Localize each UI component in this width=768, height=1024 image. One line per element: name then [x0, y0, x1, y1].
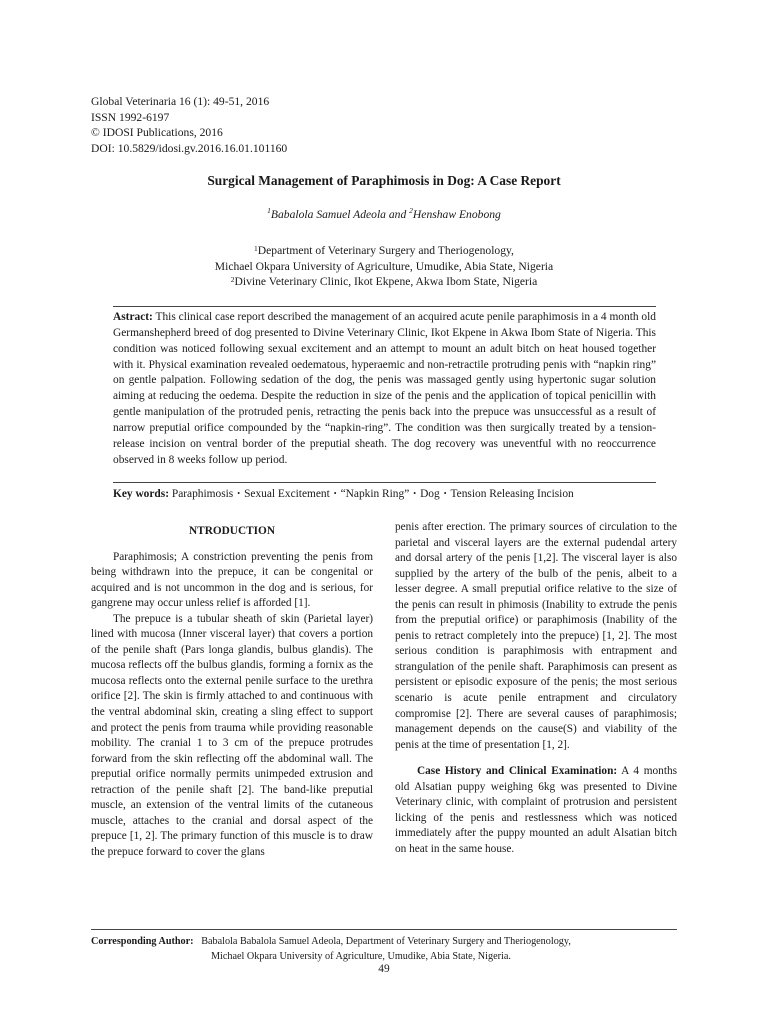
journal-header	[91, 94, 287, 156]
affiliation-1-line-1	[0, 243, 768, 259]
affiliation-2	[0, 274, 768, 290]
abstract-text: This clinical case report described the management of an acquired acute penile paraphimosis in a 4 month old Germanshepherd breed of dog presented to Divine Veterinary Clinic, Ikot Ekpene in Akwa Ibom State of Nigeria. This condition was noticed following sexual excitement and an attempt to mount an adult bitch on heat housed together with it. Physical examination revealed oedematous, hyperaemic and non-retractile protruding penis with “napkin ring” on gentle palpation. Following sedation of the dog, the penis was massaged gently using hypertonic sugar solution aiming at reducing the oedema. Despite the reduction in size of the penis and the application of topical penicillin with gentle manipulation of the protruded penis, retracting the penis back into the prepuce was unsuccessful as a result of narrow preputial orifice compounded by the “napkin-ring”. The condition was then surgically treated by a tension-release incision on ventral border of the preputial sheath. The dog recovery was uneventful with no reoccurrence observed in 8 weeks follow up period.	[113, 311, 656, 466]
footer-line-1	[91, 935, 571, 950]
abstract	[113, 310, 656, 468]
bullet-separator-icon: •	[237, 489, 241, 498]
affiliation-2-text: Divine Veterinary Clinic, Ikot Ekpene, Akwa Ibom State, Nigeria	[234, 275, 538, 289]
keyword-item: “Napkin Ring”	[340, 488, 410, 500]
keyword-item: Sexual Excitement	[244, 488, 330, 500]
keywords-label: Key words:	[113, 488, 169, 500]
author1-name: Babalola Samuel Adeola and	[270, 208, 410, 221]
keyword-item: Dog	[420, 488, 440, 500]
affiliations	[0, 243, 768, 290]
intro-paragraph-1: Paraphimosis; A constriction preventing the penis from being withdrawn into the prepuce, it can be congenital or acquired and is not uncommon in the dog and is serious, for gangrene may occur unless relief is afforded [1].	[91, 550, 373, 610]
author2-name: Henshaw Enobong	[412, 208, 501, 221]
paper-title: Surgical Management of Paraphimosis in Dog: A Case Report	[207, 173, 561, 188]
affiliation-1-line-2: Michael Okpara University of Agriculture, Umudike, Abia State, Nigeria	[214, 259, 554, 273]
affiliation-1-marker: 1	[254, 244, 258, 253]
doi: DOI: 10.5829/idosi.gv.2016.16.01.101160	[91, 141, 288, 155]
affiliation-2-marker: 2	[230, 275, 235, 285]
author-list	[0, 208, 768, 221]
footer-rule	[91, 929, 677, 930]
keywords-rule	[113, 482, 656, 483]
author1-affiliation-marker: 1	[267, 206, 271, 215]
issn: ISSN 1992-6197	[91, 110, 170, 124]
corresponding-author-note	[91, 935, 571, 965]
bullet-separator-icon: •	[333, 489, 337, 498]
author2-affiliation-marker: 2	[409, 206, 413, 215]
abstract-top-rule	[113, 306, 656, 307]
footer-line-2: Michael Okpara University of Agriculture, Umudike, Abia State, Nigeria.	[211, 950, 511, 962]
left-column	[91, 520, 373, 860]
affiliation-1-text: Department of Veterinary Surgery and Theriogenology,	[257, 244, 514, 257]
corresponding-author-text: Babalola Babalola Samuel Adeola, Department of Veterinary Surgery and Theriogenology,	[201, 936, 571, 947]
intro-paragraph-2: The prepuce is a tubular sheath of skin (Parietal layer) lined with mucosa (Inner visceral layer) that covers a portion of the penile shaft (Pars longa glandis, bulbus glandis). The mucosa reflects off the bulbus glandis, forming a fornix as the mucosa reflects onto the external penile surface to the urethra orifice [2]. The skin is firmly attached to and continuous with the ventral abdominal skin, creating a sling effect to support and protect the penis from trauma while providing reasonable mobility. The cranial 1 to 3 cm of the prepuce protrudes forward from the skin reflecting off the abdominal wall. The preputial orifice normally permits unimpeded extrusion and retraction of the penile shaft [2]. The band-like preputial muscle, an extension of the ventral limits of the cutaneous muscle, attaches to the cranial and dorsal aspect of the prepuce [1, 2]. The primary function of this muscle is to draw the prepuce forward to cover the glans	[91, 612, 373, 858]
case-history-text: A 4 months old Alsatian puppy weighing 6kg was presented to Divine Veterinary clinic, with complaint of protrusion and persistent licking of the penis and restlessness which was noticed immediately after the puppy mounted an adult Alsatian bitch on heat in the same house.	[395, 765, 677, 855]
keyword-item: Paraphimosis	[171, 488, 234, 500]
keywords	[113, 488, 673, 500]
intro-paragraph-continued: penis after erection. The primary sources of circulation to the parietal and visceral layers are the external pudendal artery and dorsal artery of the penis [1,2]. The visceral layer is also supplied by the artery of the bulb of the penis, albeit to a lesser degree. A small preputial orifice relative to the size of the penis can result in phimosis (Inability to extrude the penis from the preputial orifice) or paraphimosis (Inability of the penis to retract completely into the prepuce) [1, 2]. The most serious condition is paraphimosis with entrapment and strangulation of the penile shaft. Paraphimosis can present as persistent or episodic exposure of the penis; the most serious scenario is acute penile entrapment and circulatory compromise [2]. There are several causes of paraphimosis; management depends on the cause(S) and viability of the penis at the time of presentation [1, 2].	[395, 521, 677, 751]
publisher: © IDOSI Publications, 2016	[91, 126, 223, 140]
introduction-heading: NTRODUCTION	[189, 525, 275, 537]
page-number: 49	[378, 963, 390, 975]
right-column	[395, 520, 677, 857]
bullet-separator-icon: •	[413, 489, 417, 498]
corresponding-author-label: Corresponding Author:	[91, 936, 194, 947]
case-history-paragraph	[395, 764, 677, 857]
abstract-label: Astract:	[113, 311, 153, 323]
keyword-item: Tension Releasing Incision	[450, 488, 574, 500]
journal-citation: Global Veterinaria 16 (1): 49-51, 2016	[91, 95, 270, 108]
case-history-heading: Case History and Clinical Examination:	[417, 765, 618, 778]
bullet-separator-icon: •	[443, 489, 447, 498]
